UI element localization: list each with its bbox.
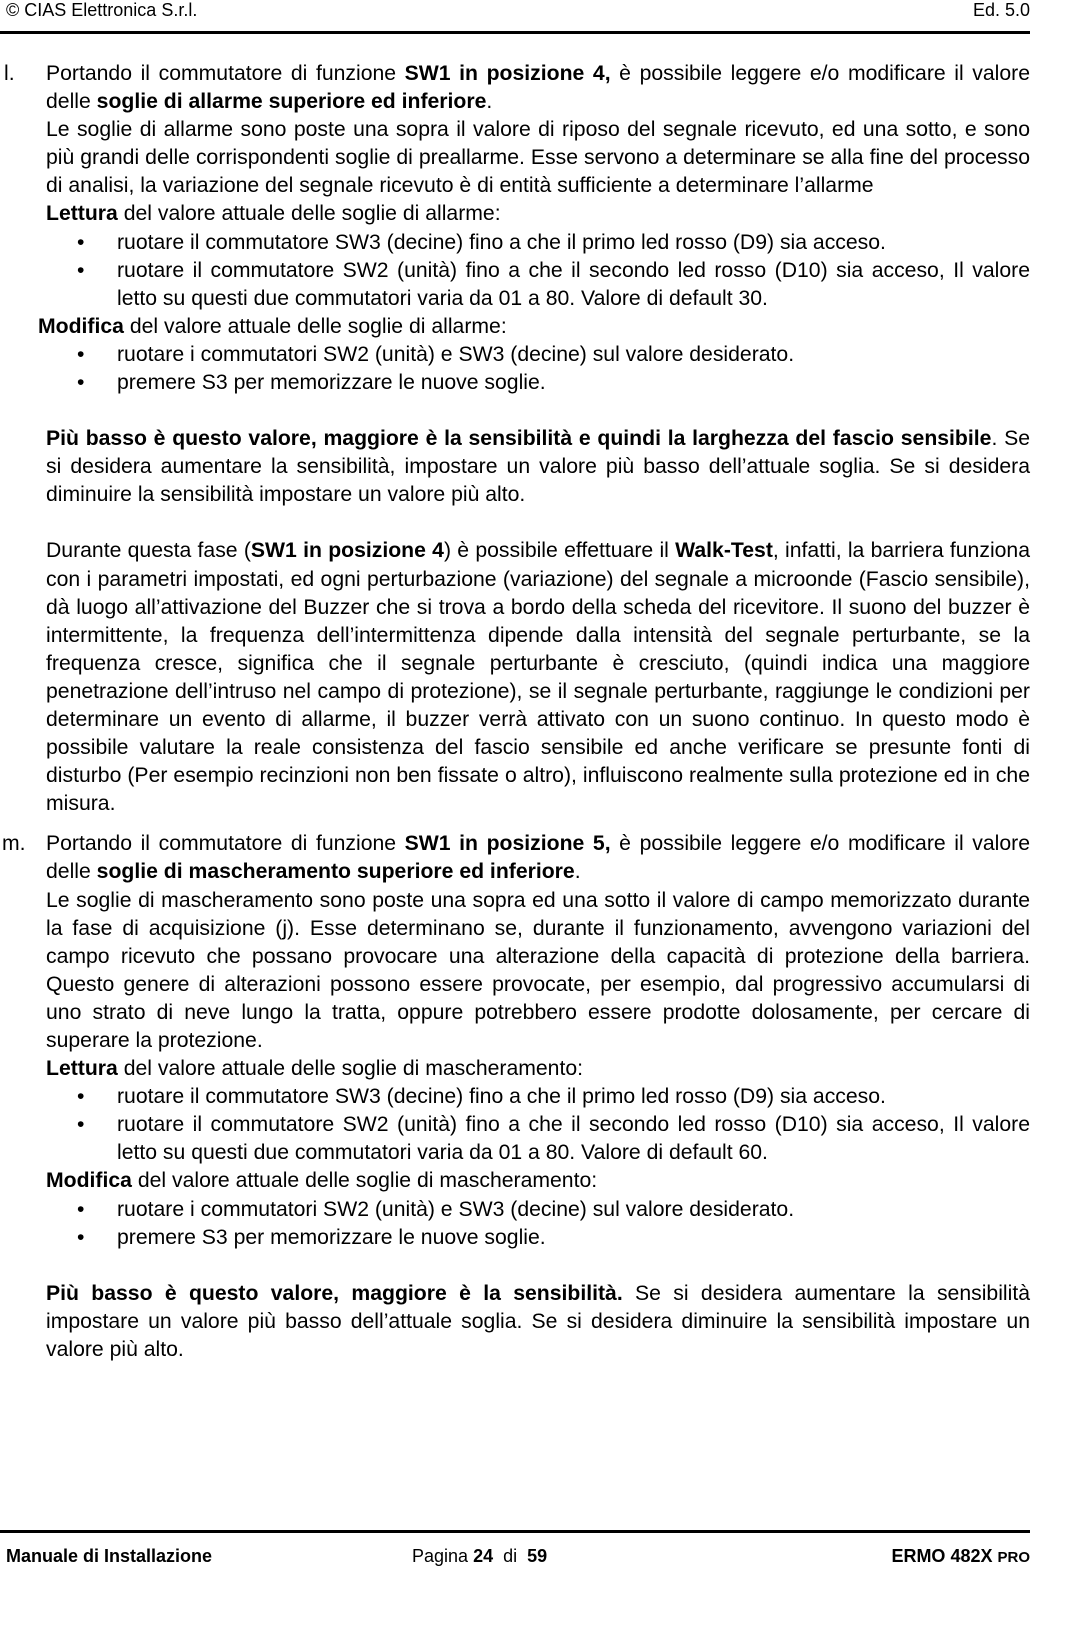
- list-item: • ruotare il commutatore SW3 (decine) fino a che il primo led rosso (D9) sia acceso.: [77, 1085, 886, 1109]
- page-header: [0, 0, 1030, 34]
- section-l-description: Le soglie di allarme sono poste una sopra il valore di riposo del segnale ricevuto, ed una sotto, e sono più grandi delle corrispondenti soglie di preallarme. Esse servono a determinare se alla fine del processo di analisi, la variazione del segnale ricevuto è di entità sufficiente a determinare l’allarme: [46, 118, 1030, 198]
- page-number: Pagina 24 di 59: [412, 1546, 548, 1566]
- list-item: • ruotare il commutatore SW3 (decine) fino a che il primo led rosso (D9) sia acceso.: [77, 230, 886, 254]
- section-m-label: m.: [2, 832, 26, 856]
- section-l-walk-test: Durante questa fase (SW1 in posizione 4) è possibile effettuare il Walk-Test, infatti, la barriera funziona con i parametri impostati, ed ogni perturbazione (variazione) del segnale a microonde (Fascio sensibile), dà luogo all’attivazione del Buzzer che si trova a bordo della scheda del ricevitore. Il suono del buzzer è intermittente, la frequenza dell’intermittenza dipende dalla intensità del segnale perturbante, se la frequenza cresce, significa che il segnale perturbante è cresciuto, (quindi indica una maggiore penetrazione dell’intruso nel campo di protezione), se il segnale perturbante, raggiunge le condizioni per determinare un evento di allarme, il buzzer verrà attivato con un suono continuo. In questo modo è possibile valutare la reale consistenza del fascio sensibile ed anche verificare se presunte fonti di disturbo (Per esempio recinzioni non ben fissate o altro), influiscono realmente sulla protezione ed in che misura.: [46, 539, 1030, 816]
- section-l-label: l.: [4, 62, 15, 85]
- list-item: • premere S3 per memorizzare le nuove soglie.: [77, 371, 546, 395]
- section-m-read-list: [46, 1083, 1030, 1167]
- section-m-sensitivity-note: Più basso è questo valore, maggiore è la sensibilità. Se si desidera aumentare la sensibilità impostare un valore più basso dell’attuale soglia. Se si desidera diminuire la sensibilità impostare un valore più alto.: [46, 1281, 1030, 1361]
- list-item: • ruotare i commutatori SW2 (unità) e SW3 (decine) sul valore desiderato.: [77, 342, 795, 366]
- company-name: © CIAS Elettronica S.r.l.: [6, 0, 198, 20]
- manual-title: Manuale di Installazione: [6, 1546, 213, 1566]
- section-m-modify-list: [46, 1196, 1030, 1252]
- page-footer: [0, 1530, 1030, 1570]
- page-content: [0, 60, 1030, 1364]
- edition-label: Ed. 5.0: [972, 0, 1030, 20]
- section-l-intro: Portando il commutatore di funzione SW1 in posizione 4, è possibile leggere e/o modificare il valore delle soglie di allarme superiore ed inferiore.: [46, 62, 1031, 114]
- footer-rule: [0, 1530, 1030, 1533]
- section-m-modify-heading: Modifica del valore attuale delle soglie di mascheramento:: [46, 1169, 598, 1193]
- list-item: • ruotare il commutatore SW2 (unità) fino a che il secondo led rosso (D10) sia acceso, Il valore letto su questi due commutatori varia da 01 a 80. Valore di default 60.: [77, 1113, 1030, 1165]
- section-l: [0, 60, 1030, 818]
- section-m-intro: Portando il commutatore di funzione SW1 in posizione 5, è possibile leggere e/o modificare il valore delle soglie di mascheramento superiore ed inferiore.: [46, 832, 1031, 884]
- list-item: • premere S3 per memorizzare le nuove soglie.: [77, 1225, 546, 1249]
- list-item: • ruotare il commutatore SW2 (unità) fino a che il secondo led rosso (D10) sia acceso, Il valore letto su questi due commutatori varia da 01 a 80. Valore di default 30.: [77, 258, 1030, 310]
- header-rule: [0, 31, 1030, 34]
- section-l-read-heading: Lettura del valore attuale delle soglie di allarme:: [46, 202, 501, 226]
- product-name: ERMO 482X PRO: [891, 1546, 1030, 1566]
- section-l-modify-heading: Modifica del valore attuale delle soglie di allarme:: [38, 314, 507, 338]
- section-m-read-heading: Lettura del valore attuale delle soglie di mascheramento:: [46, 1057, 584, 1081]
- section-l-read-list: [46, 229, 1030, 313]
- section-l-modify-list: [46, 341, 1030, 397]
- section-m: [0, 830, 1030, 1364]
- section-l-sensitivity-note: Più basso è questo valore, maggiore è la sensibilità e quindi la larghezza del fascio sensibile. Se si desidera aumentare la sensibilità, impostare un valore più basso dell’attuale soglia. Se si desidera diminuire la sensibilità impostare un valore più alto.: [46, 427, 1030, 507]
- list-item: • ruotare i commutatori SW2 (unità) e SW3 (decine) sul valore desiderato.: [77, 1197, 795, 1221]
- section-m-description: Le soglie di mascheramento sono poste una sopra ed una sotto il valore di campo memorizzato durante la fase di acquisizione (j). Esse determinano se, durante il funzionamento, avvengono variazioni del campo ricevuto che possano provocare una alterazione della capacità di protezione della barriera. Questo genere di alterazioni possono essere provocate, per esempio, dal progressivo accumularsi di uno strato di neve lungo la tratta, oppure potrebbero essere prodotte dolosamente, per cercare di superare la protezione.: [46, 888, 1030, 1052]
